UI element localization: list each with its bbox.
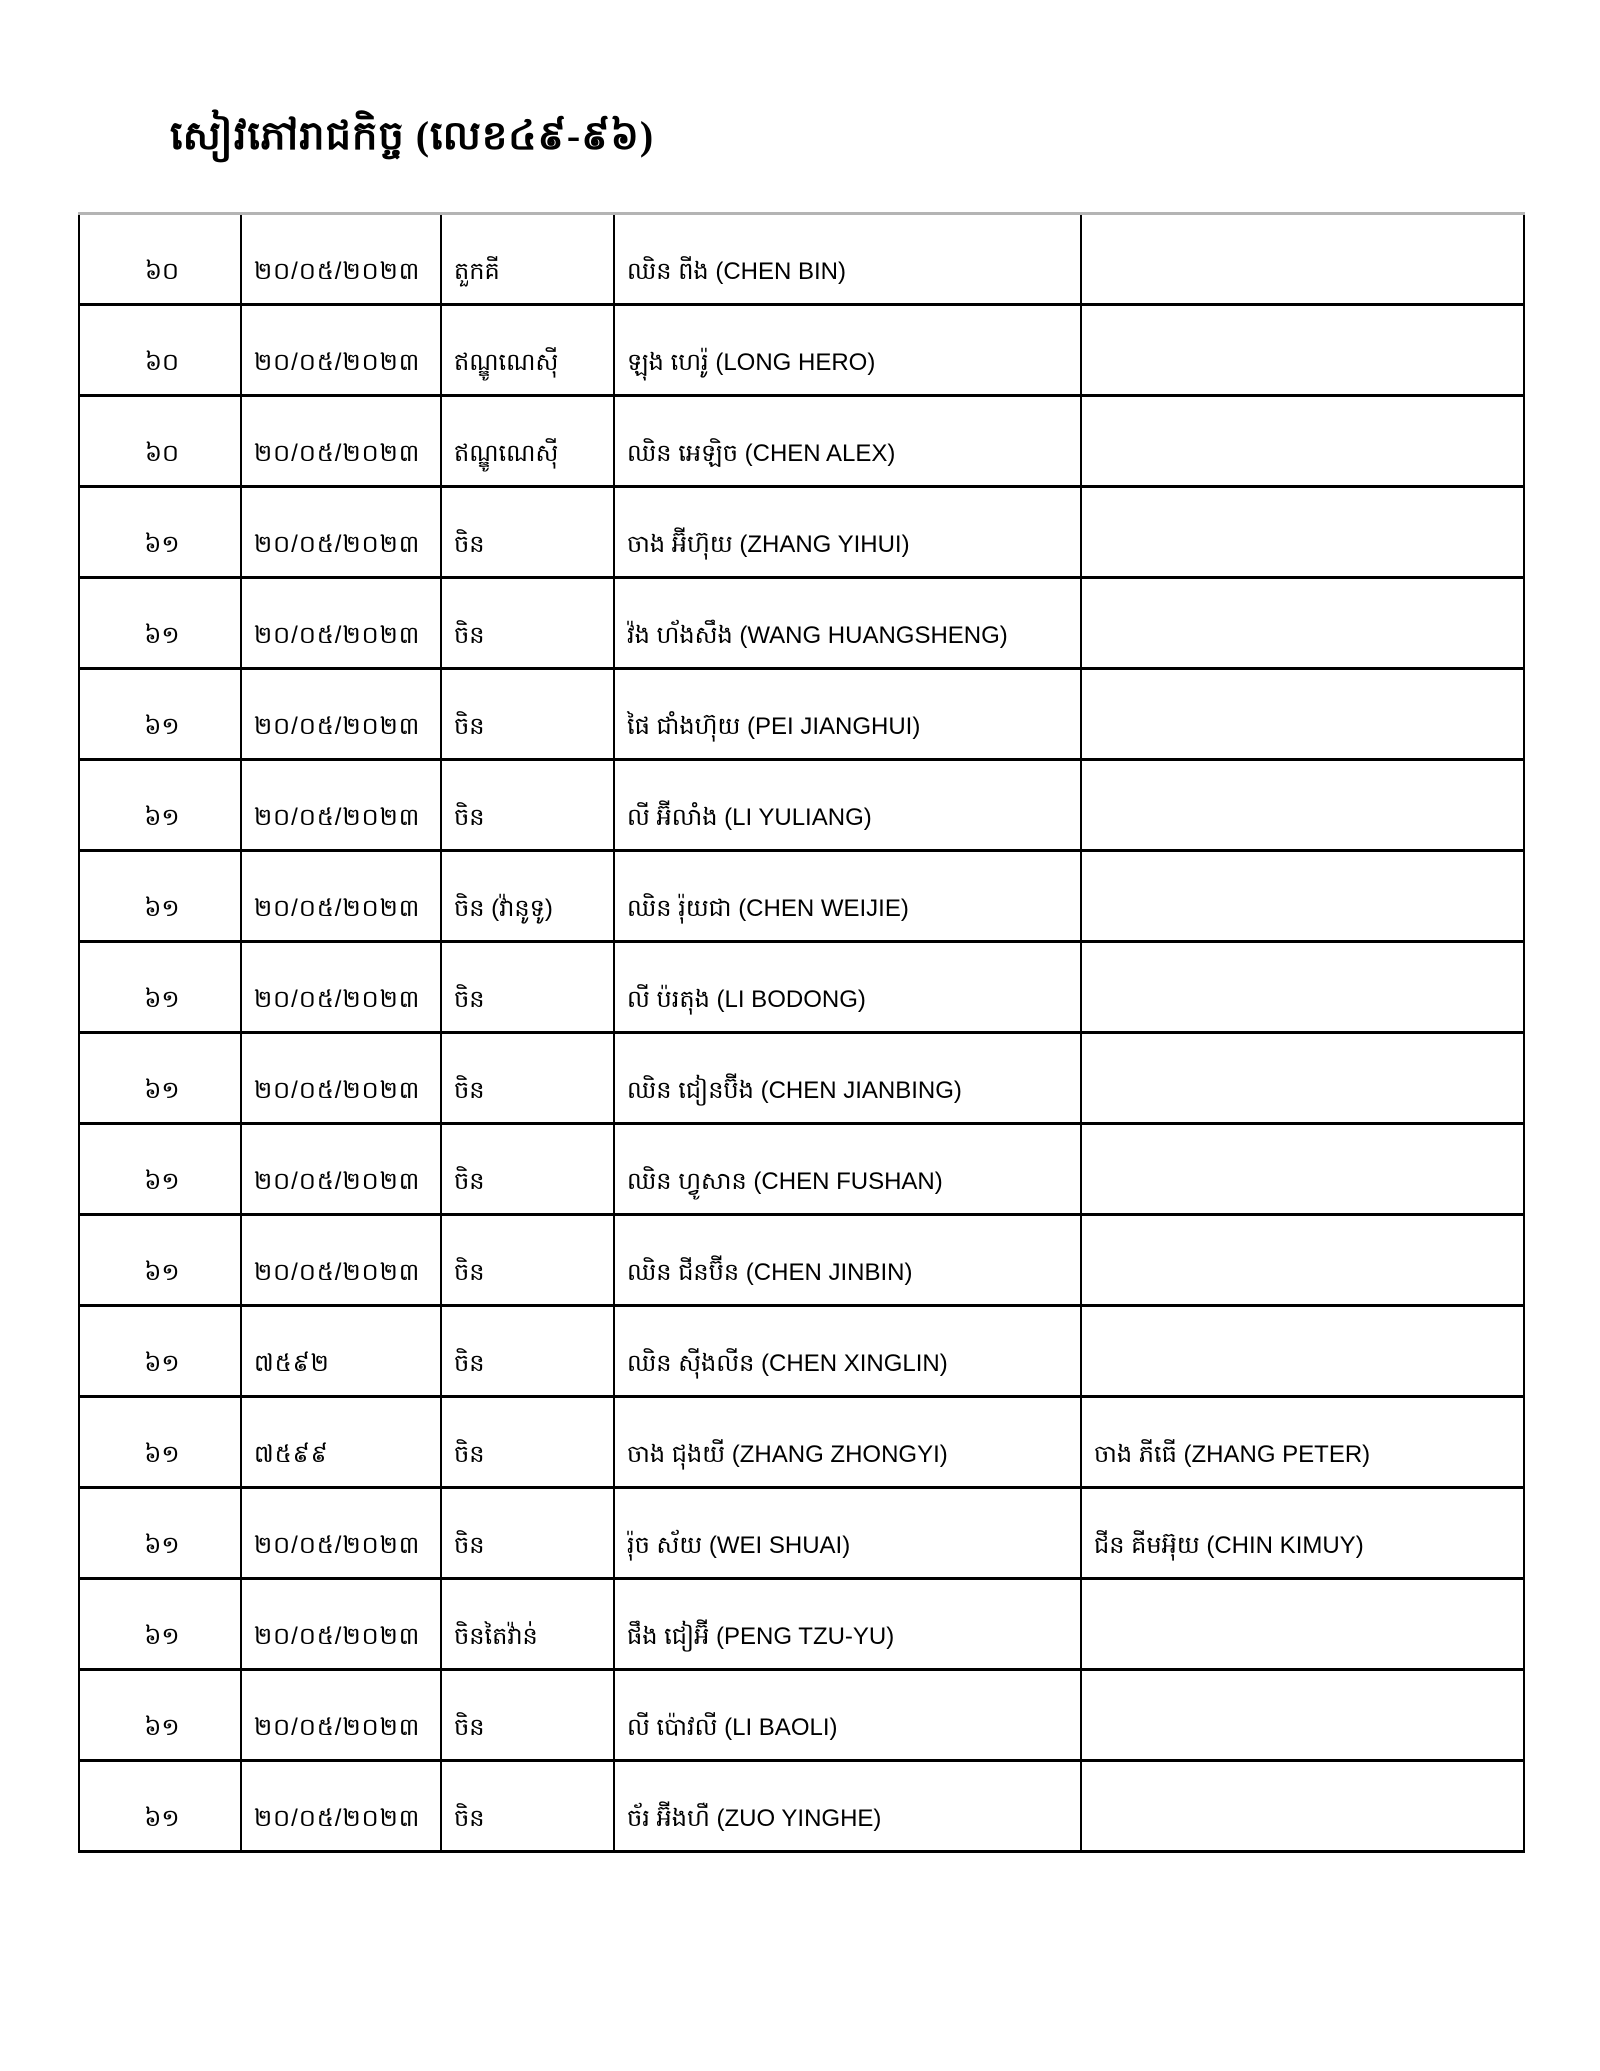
cell-other-name bbox=[1081, 396, 1524, 487]
cell-name: ចាង អ៊ីហ៊ុយ (ZHANG YIHUI) bbox=[614, 487, 1081, 578]
cell-name: ផឹង ជៀអ៊ី (PENG TZU-YU) bbox=[614, 1579, 1081, 1670]
cell-nationality: ចិន bbox=[441, 760, 614, 851]
cell-number: ៦១ bbox=[79, 1761, 241, 1852]
cell-nationality: ចិន bbox=[441, 1306, 614, 1397]
table-row bbox=[79, 396, 1524, 487]
cell-date-or-no: ២០/០៥/២០២៣ bbox=[241, 1761, 441, 1852]
cell-other-name bbox=[1081, 760, 1524, 851]
table-row bbox=[79, 760, 1524, 851]
cell-date-or-no: ៧៥៩២ bbox=[241, 1306, 441, 1397]
cell-other-name bbox=[1081, 487, 1524, 578]
cell-nationality: ចិន bbox=[441, 1215, 614, 1306]
table-row bbox=[79, 851, 1524, 942]
cell-name: ឈិន ពីង (CHEN BIN) bbox=[614, 214, 1081, 305]
cell-nationality: ចិន (វ៉ានូទូ) bbox=[441, 851, 614, 942]
cell-nationality: ចិន bbox=[441, 578, 614, 669]
cell-nationality: ឥណ្ឌូណេស៊ី bbox=[441, 305, 614, 396]
cell-other-name bbox=[1081, 1579, 1524, 1670]
cell-date-or-no: ២០/០៥/២០២៣ bbox=[241, 760, 441, 851]
records-table bbox=[78, 212, 1525, 1853]
table-row bbox=[79, 1488, 1524, 1579]
cell-other-name bbox=[1081, 214, 1524, 305]
cell-number: ៦១ bbox=[79, 669, 241, 760]
cell-name: ឈិន អេឡិច (CHEN ALEX) bbox=[614, 396, 1081, 487]
cell-other-name bbox=[1081, 942, 1524, 1033]
cell-other-name bbox=[1081, 1215, 1524, 1306]
cell-name: ច័រ អ៊ីងហឺ (ZUO YINGHE) bbox=[614, 1761, 1081, 1852]
table-row bbox=[79, 1579, 1524, 1670]
cell-date-or-no: ២០/០៥/២០២៣ bbox=[241, 1579, 441, 1670]
cell-number: ៦១ bbox=[79, 1306, 241, 1397]
cell-number: ៦០ bbox=[79, 396, 241, 487]
cell-number: ៦១ bbox=[79, 1397, 241, 1488]
cell-nationality: ចិន bbox=[441, 1761, 614, 1852]
cell-number: ៦១ bbox=[79, 942, 241, 1033]
table-row bbox=[79, 214, 1524, 305]
table-row bbox=[79, 1124, 1524, 1215]
cell-nationality: ចិន bbox=[441, 1124, 614, 1215]
table-row bbox=[79, 1033, 1524, 1124]
cell-nationality: ចិន bbox=[441, 1488, 614, 1579]
cell-number: ៦១ bbox=[79, 1579, 241, 1670]
cell-name: ឈិន ជីនប៊ីន (CHEN JINBIN) bbox=[614, 1215, 1081, 1306]
cell-other-name bbox=[1081, 851, 1524, 942]
cell-other-name bbox=[1081, 1033, 1524, 1124]
cell-number: ៦១ bbox=[79, 1488, 241, 1579]
cell-name: លី ប៉រតុង (LI BODONG) bbox=[614, 942, 1081, 1033]
records-tbody bbox=[79, 214, 1524, 1852]
cell-number: ៦១ bbox=[79, 1033, 241, 1124]
table-row bbox=[79, 669, 1524, 760]
cell-name: ផៃ ជាំងហ៊ុយ (PEI JIANGHUI) bbox=[614, 669, 1081, 760]
cell-nationality: ចិន bbox=[441, 487, 614, 578]
cell-date-or-no: ២០/០៥/២០២៣ bbox=[241, 396, 441, 487]
cell-other-name bbox=[1081, 578, 1524, 669]
cell-date-or-no: ២០/០៥/២០២៣ bbox=[241, 1670, 441, 1761]
cell-name: ឈិន រ៉ុយជា (CHEN WEIJIE) bbox=[614, 851, 1081, 942]
cell-name: ឡុង ហេរ៉ូ (LONG HERO) bbox=[614, 305, 1081, 396]
cell-number: ៦០ bbox=[79, 214, 241, 305]
cell-number: ៦១ bbox=[79, 851, 241, 942]
cell-other-name bbox=[1081, 305, 1524, 396]
cell-nationality: ចិន bbox=[441, 1670, 614, 1761]
cell-name: ឈិន ស៊ីងលីន (CHEN XINGLIN) bbox=[614, 1306, 1081, 1397]
cell-name: លី អ៊ីលាំង (LI YULIANG) bbox=[614, 760, 1081, 851]
cell-date-or-no: ២០/០៥/២០២៣ bbox=[241, 1033, 441, 1124]
cell-date-or-no: ២០/០៥/២០២៣ bbox=[241, 942, 441, 1033]
table-row bbox=[79, 487, 1524, 578]
cell-other-name: ចាង ភីធើ (ZHANG PETER) bbox=[1081, 1397, 1524, 1488]
cell-name: រ៉ុច ស័យ (WEI SHUAI) bbox=[614, 1488, 1081, 1579]
cell-other-name bbox=[1081, 1306, 1524, 1397]
cell-date-or-no: ២០/០៥/២០២៣ bbox=[241, 851, 441, 942]
cell-number: ៦១ bbox=[79, 1670, 241, 1761]
cell-number: ៦១ bbox=[79, 760, 241, 851]
cell-nationality: ចិន bbox=[441, 1397, 614, 1488]
cell-date-or-no: ២០/០៥/២០២៣ bbox=[241, 669, 441, 760]
table-row bbox=[79, 1761, 1524, 1852]
cell-number: ៦១ bbox=[79, 578, 241, 669]
cell-other-name bbox=[1081, 1124, 1524, 1215]
cell-other-name bbox=[1081, 1761, 1524, 1852]
table-row bbox=[79, 942, 1524, 1033]
cell-nationality: ឥណ្ឌូណេស៊ី bbox=[441, 396, 614, 487]
table-row bbox=[79, 305, 1524, 396]
cell-number: ៦១ bbox=[79, 1124, 241, 1215]
cell-name: ឈិន ជៀនប៊ីង (CHEN JIANBING) bbox=[614, 1033, 1081, 1124]
page-title: សៀវភៅរាជកិច្ច (លេខ៤៩-៩៦) bbox=[170, 113, 655, 158]
cell-name: ឈិន ហ្វូសាន (CHEN FUSHAN) bbox=[614, 1124, 1081, 1215]
cell-date-or-no: ២០/០៥/២០២៣ bbox=[241, 1488, 441, 1579]
cell-number: ៦១ bbox=[79, 487, 241, 578]
cell-date-or-no: ២០/០៥/២០២៣ bbox=[241, 1124, 441, 1215]
cell-nationality: ចិនតៃវ៉ាន់ bbox=[441, 1579, 614, 1670]
cell-date-or-no: ២០/០៥/២០២៣ bbox=[241, 487, 441, 578]
cell-nationality: ចិន bbox=[441, 1033, 614, 1124]
cell-other-name: ជីន គីមអ៊ុយ (CHIN KIMUY) bbox=[1081, 1488, 1524, 1579]
cell-date-or-no: ២០/០៥/២០២៣ bbox=[241, 214, 441, 305]
table-row bbox=[79, 1306, 1524, 1397]
cell-nationality: ចិន bbox=[441, 669, 614, 760]
cell-other-name bbox=[1081, 669, 1524, 760]
cell-number: ៦០ bbox=[79, 305, 241, 396]
cell-name: ចាង ជុងយី (ZHANG ZHONGYI) bbox=[614, 1397, 1081, 1488]
table-row bbox=[79, 1670, 1524, 1761]
table-row bbox=[79, 1215, 1524, 1306]
cell-name: លី ប៉ោវលី (LI BAOLI) bbox=[614, 1670, 1081, 1761]
cell-nationality: ចិន bbox=[441, 942, 614, 1033]
cell-nationality: តួកគី bbox=[441, 214, 614, 305]
table-row bbox=[79, 578, 1524, 669]
cell-date-or-no: ២០/០៥/២០២៣ bbox=[241, 578, 441, 669]
cell-name: វ៉ង ហ័ងសឹង (WANG HUANGSHENG) bbox=[614, 578, 1081, 669]
cell-date-or-no: ២០/០៥/២០២៣ bbox=[241, 305, 441, 396]
table-row bbox=[79, 1397, 1524, 1488]
cell-date-or-no: ២០/០៥/២០២៣ bbox=[241, 1215, 441, 1306]
cell-number: ៦១ bbox=[79, 1215, 241, 1306]
cell-date-or-no: ៧៥៩៩ bbox=[241, 1397, 441, 1488]
cell-other-name bbox=[1081, 1670, 1524, 1761]
